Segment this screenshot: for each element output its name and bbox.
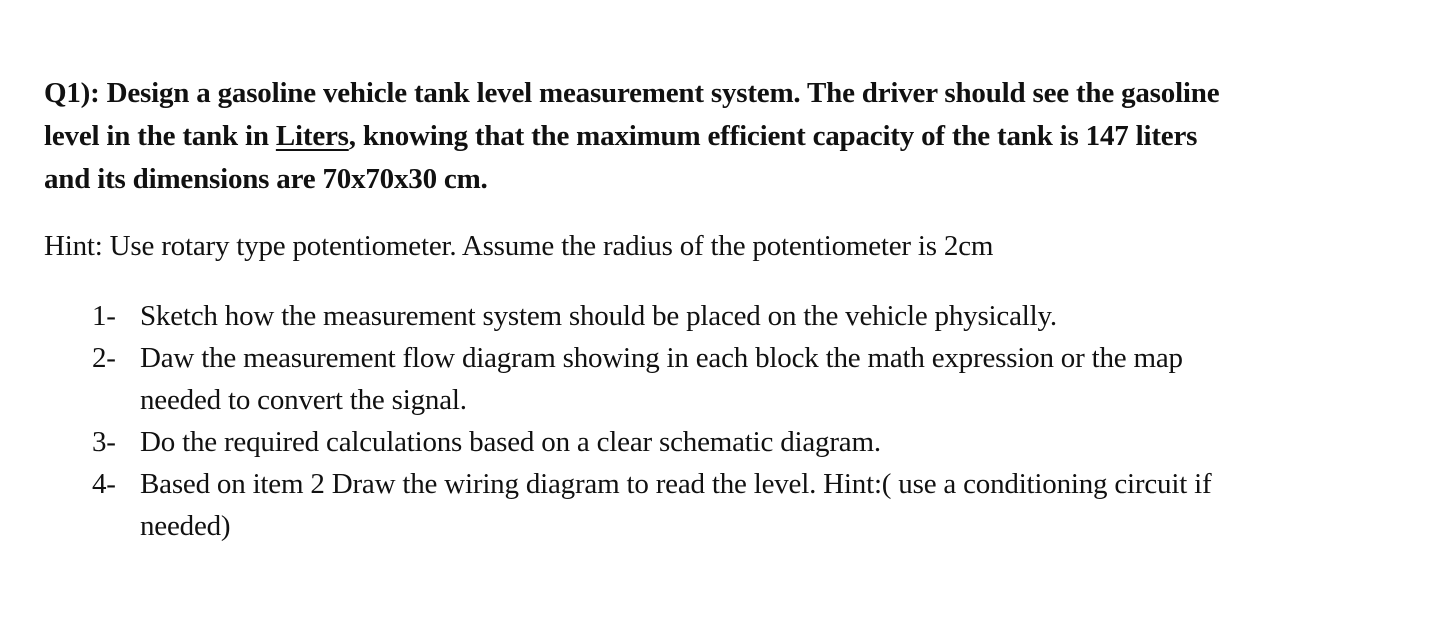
question-line-2: [44, 115, 1404, 158]
question-line-2-end: , knowing that the maximum efficient capacity of the tank is 147 liters: [348, 120, 1198, 152]
hint-text: Hint: Use rotary type potentiometer. Assume the radius of the potentiometer is 2cm: [44, 230, 994, 262]
task-text: [140, 463, 1392, 547]
task-item-4: [92, 463, 1392, 547]
task-line: Daw the measurement flow diagram showing in each block the math expression or the map: [140, 342, 1183, 374]
task-line: Based on item 2 Draw the wiring diagram to read the level. Hint:( use a conditioning circuit if: [140, 468, 1212, 500]
task-text: [140, 295, 1392, 337]
task-item-2: [92, 337, 1392, 421]
task-text: [140, 337, 1392, 421]
task-line: Sketch how the measurement system should be placed on the vehicle physically.: [140, 300, 1057, 332]
liters-underlined-word: Liters: [275, 120, 349, 152]
task-item-1: [92, 295, 1392, 337]
task-number: 4-: [92, 468, 116, 500]
question-line-1: Q1): Design a gasoline vehicle tank level measurement system. The driver should see the gasoline: [44, 77, 1220, 109]
task-line: needed to convert the signal.: [140, 384, 467, 416]
task-text: [140, 421, 1392, 463]
question-text: [44, 72, 1404, 201]
question-line-3: and its dimensions are 70x70x30 cm.: [44, 163, 488, 195]
question-line-2-start: level in the tank in: [44, 120, 276, 152]
task-list: [92, 295, 1392, 547]
task-number: 3-: [92, 426, 116, 458]
task-line: Do the required calculations based on a clear schematic diagram.: [140, 426, 881, 458]
task-number: 2-: [92, 342, 116, 374]
task-line: needed): [140, 510, 231, 542]
task-item-3: [92, 421, 1392, 463]
task-number: 1-: [92, 300, 116, 332]
